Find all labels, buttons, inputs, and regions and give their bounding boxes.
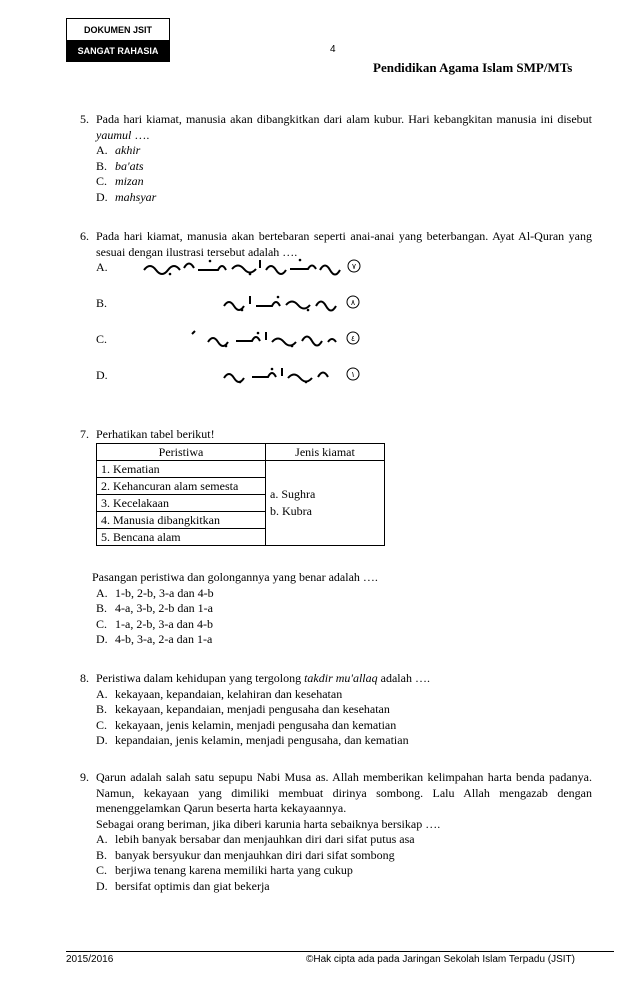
- svg-text:٧: ٧: [351, 262, 357, 271]
- quran-verse-image: [216, 362, 364, 386]
- question-9: [80, 770, 592, 894]
- question-text: Pasangan peristiwa dan golongannya yang benar adalah ….: [92, 570, 378, 584]
- event-table: [96, 443, 385, 546]
- subject-title: Pendidikan Agama Islam SMP/MTs: [373, 60, 573, 75]
- question-8: [80, 671, 592, 749]
- option-c[interactable]: C. berjiwa tenang karena memiliki harta yang cukup: [96, 863, 353, 877]
- document-label: DOKUMEN JSIT: [67, 19, 169, 40]
- quran-verse-image: [216, 290, 364, 314]
- question-text: Sebagai orang beriman, jika diberi karunia harta sebaiknya bersikap ….: [96, 816, 441, 831]
- option-b[interactable]: B. ٨: [96, 296, 592, 332]
- question-7: [80, 427, 592, 443]
- page-number: 4: [330, 44, 336, 55]
- type-kubra: b. Kubra: [270, 504, 312, 518]
- question-6: [80, 229, 592, 404]
- quran-verse-image: [140, 254, 365, 278]
- question-stem: Perhatikan tabel berikut!: [96, 427, 215, 441]
- option-d[interactable]: D. ١: [96, 368, 592, 404]
- table-cell-types: [266, 461, 385, 546]
- footer-divider: [66, 951, 614, 952]
- option-d[interactable]: D. 4-b, 3-a, 2-a dan 1-a: [96, 632, 213, 646]
- question-5: [80, 112, 592, 205]
- option-a[interactable]: A. lebih banyak bersabar dan menjauhkan diri dari sifat putus asa: [96, 832, 415, 846]
- option-b[interactable]: B. ba'ats: [96, 158, 144, 173]
- table-row: [97, 461, 385, 478]
- question-stem: Qarun adalah salah satu sepupu Nabi Musa as. Allah memberikan kelimpahan harta benda padanya. Namun, kekayaan yang dimiliki membuat dirinya sombong. Lalu Allah mengazab dengan menenggelamkan Qarun beserta harta kekayaannya.: [96, 770, 592, 815]
- option-a[interactable]: A. 1-b, 2-b, 3-a dan 4-b: [96, 585, 214, 600]
- secret-label: SANGAT RAHASIA: [67, 40, 169, 61]
- table-header-row: [97, 444, 385, 461]
- question-number: 9.: [80, 770, 89, 784]
- question-7-part2: [80, 570, 592, 648]
- option-a[interactable]: A. ٧: [96, 260, 592, 296]
- table-header: Peristiwa: [97, 444, 266, 461]
- table-cell: 3. Kecelakaan: [97, 495, 266, 512]
- option-a[interactable]: A. kekayaan, kepandaian, kelahiran dan kesehatan: [96, 686, 343, 701]
- question-number: 5.: [80, 112, 89, 126]
- document-label-box: [66, 18, 170, 62]
- table-cell: 5. Bencana alam: [97, 529, 266, 546]
- option-c[interactable]: C. kekayaan, jenis kelamin, menjadi pengusaha dan kematian: [96, 717, 397, 732]
- question-stem: Pada hari kiamat, manusia akan bertebaran seperti anai-anai yang beterbangan. Ayat Al-Quran yang sesuai dengan ilustrasi tersebut adalah ….: [96, 229, 592, 259]
- option-d[interactable]: D. mahsyar: [96, 189, 157, 204]
- svg-text:١: ١: [350, 370, 356, 379]
- question-number: 6.: [80, 229, 89, 243]
- option-c[interactable]: C. mizan: [96, 174, 144, 188]
- table-cell: 1. Kematian: [97, 461, 266, 478]
- svg-text:٨: ٨: [350, 298, 356, 307]
- option-c[interactable]: C. ٤: [96, 332, 592, 368]
- option-a[interactable]: A. akhir: [96, 143, 141, 157]
- option-b[interactable]: B. 4-a, 3-b, 2-b dan 1-a: [96, 601, 213, 615]
- question-number: 8.: [80, 671, 89, 685]
- table-header: Jenis kiamat: [266, 444, 385, 461]
- type-sughra: a. Sughra: [270, 487, 316, 501]
- footer-year: 2015/2016: [66, 954, 114, 965]
- option-d[interactable]: D. bersifat optimis dan giat bekerja: [96, 878, 270, 893]
- option-b[interactable]: B. kekayaan, kepandaian, menjadi pengusaha dan kesehatan: [96, 702, 390, 716]
- svg-text:٤: ٤: [350, 334, 356, 343]
- table-cell: 2. Kehancuran alam semesta: [97, 478, 266, 495]
- option-b[interactable]: B. banyak bersyukur dan menjauhkan diri dari sifat sombong: [96, 847, 395, 862]
- question-stem: Pada hari kiamat, manusia akan dibangkitkan dari alam kubur. Hari kebangkitan manusia ini disebut yaumul ….: [96, 112, 592, 142]
- footer-copyright: ©Hak cipta ada pada Jaringan Sekolah Islam Terpadu (JSIT): [306, 954, 575, 965]
- option-d[interactable]: D. kepandaian, jenis kelamin, menjadi pengusaha, dan kematian: [96, 733, 409, 747]
- table-cell: 4. Manusia dibangkitkan: [97, 512, 266, 529]
- option-c[interactable]: C. 1-a, 2-b, 3-a dan 4-b: [96, 616, 213, 631]
- question-stem: Peristiwa dalam kehidupan yang tergolong takdir mu'allaq adalah ….: [96, 671, 430, 685]
- question-number: 7.: [80, 427, 89, 441]
- quran-verse-image: [188, 326, 364, 350]
